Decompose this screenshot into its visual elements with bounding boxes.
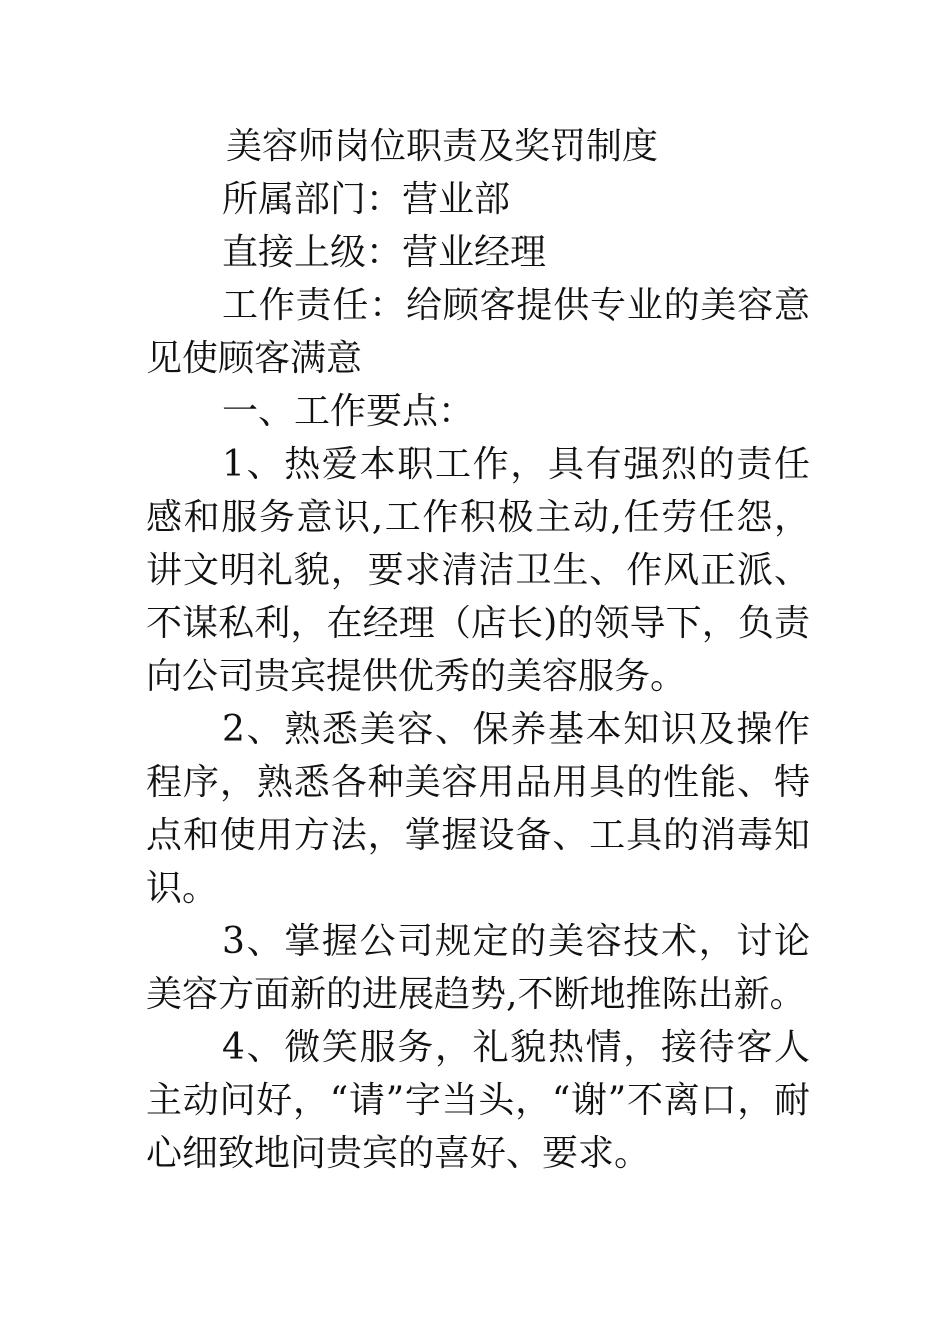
work-point-4: 4、微笑服务，礼貌热情，接待客人主动问好，“请”字当头，“谢”不离口，耐心细致地问贵宾的喜好、要求。 xyxy=(146,1027,810,1174)
document-page xyxy=(146,120,810,1180)
work-point-1: 1、热爱本职工作，具有强烈的责任感和服务意识,工作积极主动,任劳任怨，讲文明礼貌，要求清洁卫生、作风正派、不谋私利，在经理（店长)的领导下，负责向公司贵宾提供优秀的美容服务。 xyxy=(146,444,810,697)
department-line: 所属部门：营业部 xyxy=(222,179,511,220)
responsibility-line: 工作责任：给顾客提供专业的美容意见使顾客满意 xyxy=(146,285,810,379)
work-point-3: 3、掌握公司规定的美容技术，讨论美容方面新的进展趋势,不断地推陈出新。 xyxy=(146,921,810,1015)
document-title: 美容师岗位职责及奖罚制度 xyxy=(226,126,659,167)
work-point-2: 2、熟悉美容、保养基本知识及操作程序，熟悉各种美容用品用具的性能、特点和使用方法，掌握设备、工具的消毒知识。 xyxy=(146,709,810,909)
supervisor-line: 直接上级：营业经理 xyxy=(222,232,547,273)
section-heading: 一、工作要点： xyxy=(222,391,475,432)
